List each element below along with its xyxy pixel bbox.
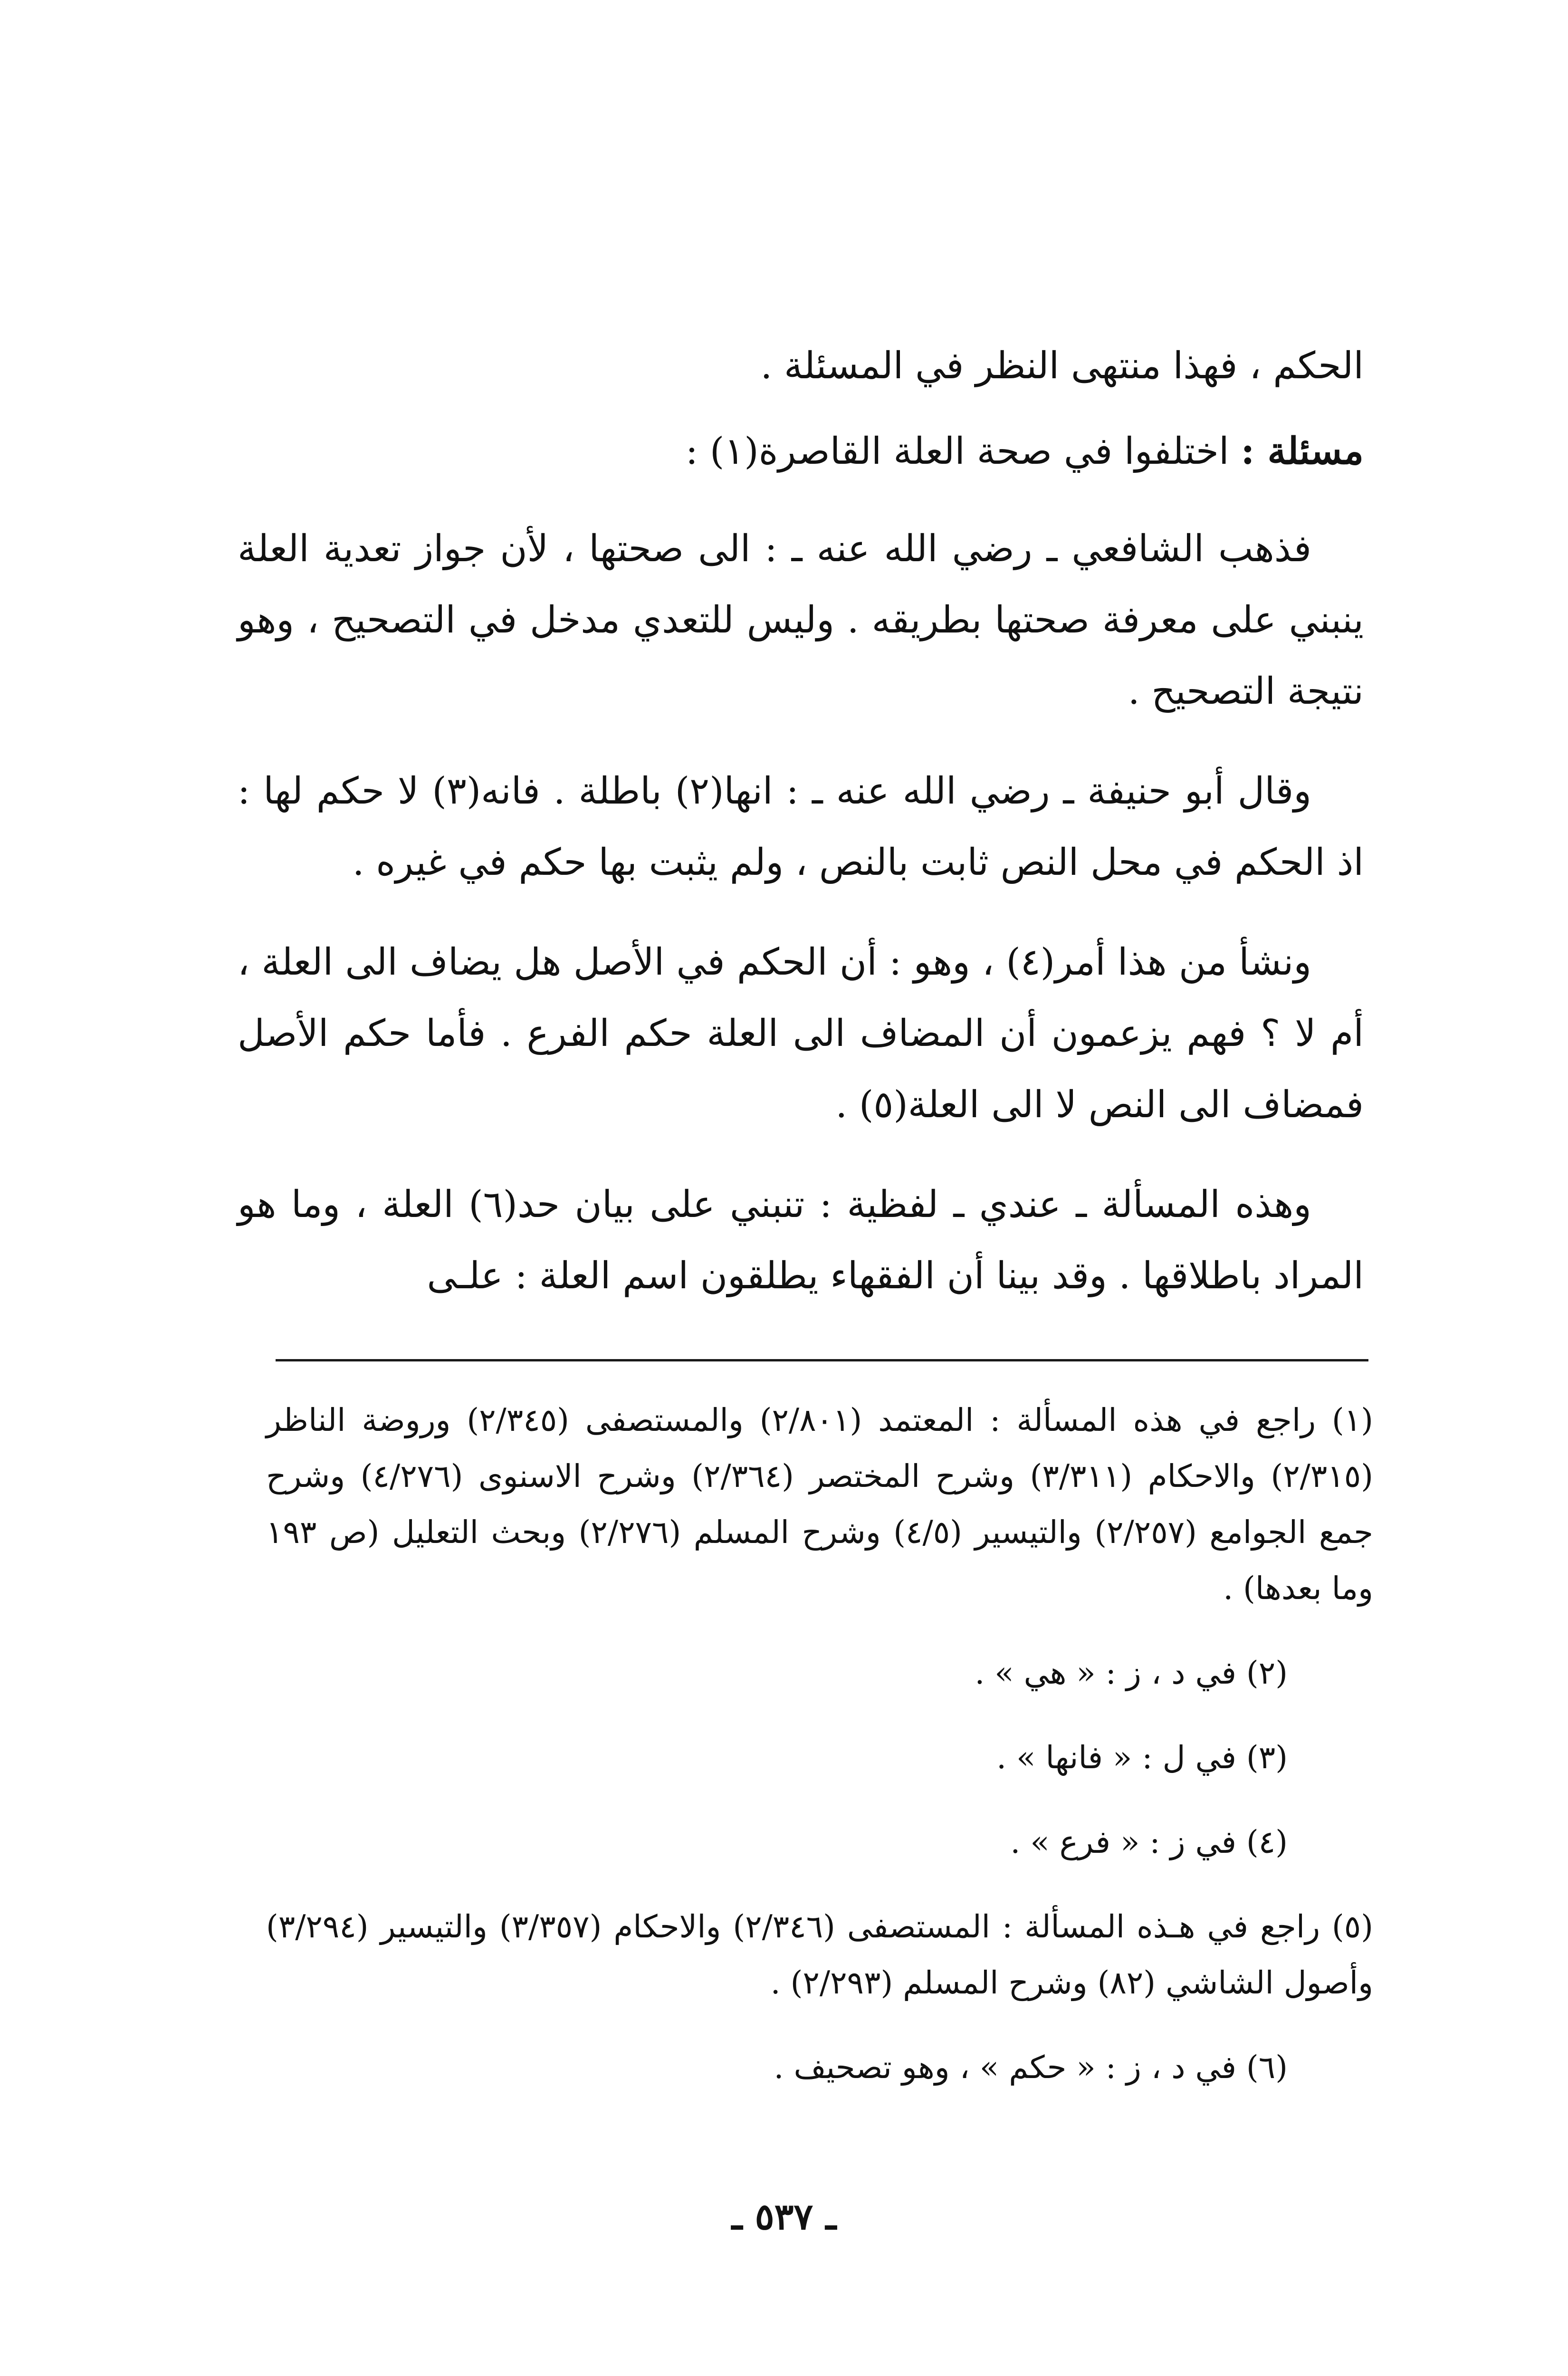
- page-number: ـ ٥٣٧ ـ: [732, 2195, 836, 2238]
- paragraph-origin: ونشأ من هذا أمر(٤) ، وهو : أن الحكم في الأصل هل يضاف الى العلة ، أم لا ؟ فهم يزعمون أن المضاف الى العلة حكم الفرع . فأما حكم الأصل فمضاف الى النص لا الى العلة(٥) .: [238, 941, 1364, 1126]
- paragraph-shafii: فذهب الشافعي ـ رضي الله عنه ـ : الى صحتها ، لأن جواز تعدية العلة ينبني على معرفة صحتها بطريقه . وليس للتعدي مدخل في التصحيح ، وهو نتيجة التصحيح .: [238, 527, 1364, 713]
- footnotes: [266, 1392, 1373, 2124]
- paragraph-issue-words: وهذه المسألة ـ عندي ـ لفظية : تنبني على بيان حد(٦) العلة ، وما هو المراد باطلاقها . وقد بينا أن الفقهاء يطلقون اسم العلة : علـى: [238, 1183, 1364, 1297]
- footnote-6: (٦) في د ، ز : « حكم » ، وهو تصحيف .: [774, 2049, 1288, 2086]
- footnote-4: (٤) في ز : « فرع » .: [1010, 1824, 1288, 1860]
- footnote-2: (٢) في د ، ز : « هي » .: [975, 1655, 1288, 1691]
- continuation-line: الحكم ، فهذا منتهى النظر في المسئلة .: [760, 345, 1364, 387]
- footnote-3: (٣) في ل : « فانها » .: [996, 1739, 1288, 1776]
- footnote-5: (٥) راجع في هـذه المسألة : المستصفى (٢/٣٤٦) والاحكام (٣/٣٥٧) والتيسير (٣/٢٩٤) وأصول الشاشي (٨٢) وشرح المسلم (٢/٢٩٣) .: [266, 1908, 1373, 2001]
- issue-heading: [238, 418, 1364, 485]
- paragraph-abu-hanifa: وقال أبو حنيفة ـ رضي الله عنه ـ : انها(٢) باطلة . فانه(٣) لا حكم لها : اذ الحكم في محل النص ثابت بالنص ، ولم يثبت بها حكم في غيره .: [238, 770, 1364, 884]
- footnote-1: (١) راجع في هذه المسألة : المعتمد (٢/٨٠١) والمستصفى (٢/٣٤٥) وروضة الناظر (٢/٣١٥) والاحكام (٣/٣١١) وشرح المختصر (٢/٣٦٤) وشرح الاسنوى (٤/٢٧٦) وشرح جمع الجوامع (٢/٢٥٧) والتيسير (٤/٥) وشرح المسلم (٢/٢٧٦) وبحث التعليل (ص ١٩٣ وما بعدها) .: [266, 1402, 1374, 1607]
- issue-label: مسئلة :: [1241, 430, 1364, 473]
- main-text: [238, 333, 1364, 1340]
- issue-text: اختلفوا في صحة العلة القاصرة(١) :: [685, 430, 1229, 473]
- footnote-divider: [276, 1359, 1368, 1361]
